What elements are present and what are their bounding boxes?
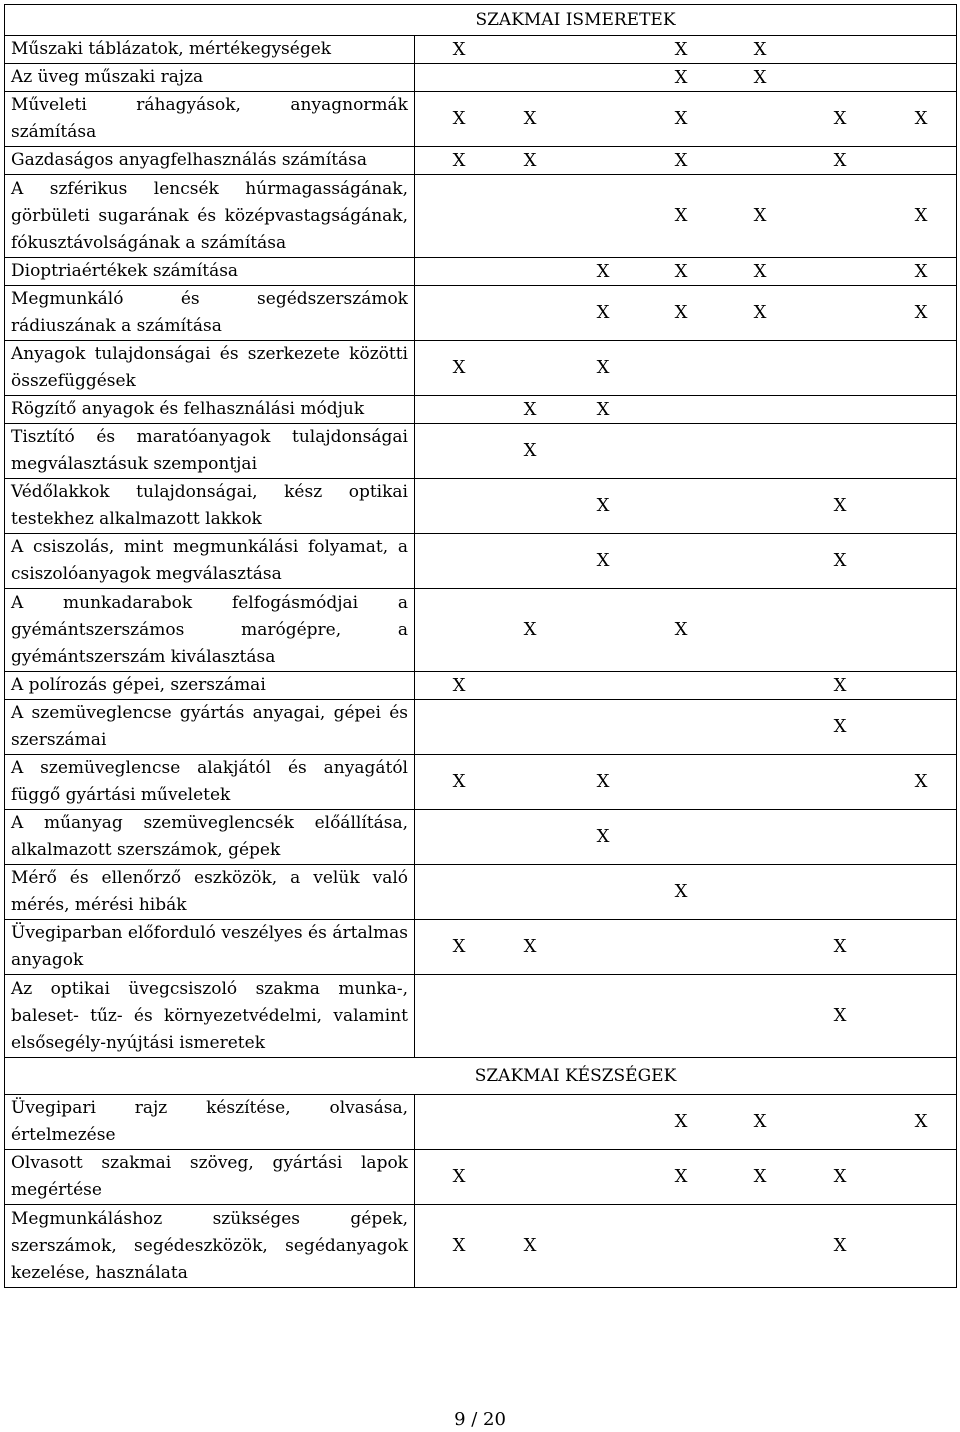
row-label: A szemüveglencse gyártás anyagai, gépei és szerszámai	[5, 700, 415, 755]
section-title: SZAKMAI ISMERETEK	[5, 5, 957, 36]
x-mark: X	[674, 66, 688, 88]
x-mark: X	[452, 108, 466, 129]
row-label: A műanyag szemüveglencsék előállítása, alkalmazott szerszámok, gépek	[5, 810, 415, 865]
table-row	[5, 589, 957, 672]
x-mark: X	[596, 357, 610, 378]
table-row	[5, 975, 957, 1058]
x-mark: X	[833, 1235, 847, 1256]
row-marks	[415, 341, 957, 396]
table-row	[5, 672, 957, 700]
x-mark: X	[452, 1235, 466, 1256]
row-marks	[415, 589, 957, 672]
table-row	[5, 700, 957, 755]
row-marks	[415, 755, 957, 810]
row-label: Megmunkáláshoz szükséges gépek, szerszámok, segédeszközök, segédanyagok kezelése, használata	[5, 1205, 415, 1288]
row-label: Az üveg műszaki rajza	[5, 64, 415, 92]
table-row	[5, 479, 957, 534]
x-mark: X	[753, 1166, 767, 1187]
x-mark: X	[753, 1111, 767, 1132]
row-label: Mérő és ellenőrző eszközök, a velük való mérés, mérési hibák	[5, 865, 415, 920]
x-mark: X	[833, 1166, 847, 1187]
x-mark: X	[674, 108, 688, 129]
x-mark: X	[523, 440, 537, 461]
row-label: Üvegipari rajz készítése, olvasása, értelmezése	[5, 1095, 415, 1150]
x-mark: X	[914, 108, 928, 129]
row-label: A polírozás gépei, szerszámai	[5, 672, 415, 700]
table-row	[5, 755, 957, 810]
row-marks	[415, 1150, 957, 1205]
row-marks	[415, 286, 957, 341]
row-marks	[415, 479, 957, 534]
row-label: Dioptriaértékek számítása	[5, 258, 415, 286]
x-mark: X	[596, 398, 610, 420]
table-row	[5, 810, 957, 865]
row-marks	[415, 534, 957, 589]
x-mark: X	[452, 674, 466, 696]
x-mark: X	[523, 398, 537, 420]
x-mark: X	[674, 1166, 688, 1187]
row-marks	[415, 258, 957, 286]
table-row	[5, 920, 957, 975]
row-marks	[415, 975, 957, 1058]
x-mark: X	[914, 302, 928, 323]
x-mark: X	[596, 495, 610, 516]
x-mark: X	[833, 149, 847, 171]
page-number: 9 / 20	[454, 1409, 506, 1430]
table-row	[5, 341, 957, 396]
row-label: Megmunkáló és segédszerszámok rádiuszának a számítása	[5, 286, 415, 341]
x-mark: X	[674, 149, 688, 171]
x-mark: X	[596, 550, 610, 571]
section-title: SZAKMAI KÉSZSÉGEK	[5, 1058, 957, 1095]
x-mark: X	[753, 205, 767, 226]
x-mark: X	[914, 260, 928, 282]
x-mark: X	[753, 302, 767, 323]
table-row	[5, 1095, 957, 1150]
x-mark: X	[596, 260, 610, 282]
table-row	[5, 258, 957, 286]
x-mark: X	[674, 881, 688, 902]
x-mark: X	[833, 1005, 847, 1026]
row-label: Az optikai üvegcsiszoló szakma munka-, baleset- tűz- és környezetvédelmi, valamint elsősegély-nyújtási ismeretek	[5, 975, 415, 1058]
row-marks	[415, 175, 957, 258]
row-label: A szférikus lencsék húrmagasságának, görbületi sugarának és középvastagságának, fókusztávolságának a számítása	[5, 175, 415, 258]
table-row	[5, 1150, 957, 1205]
x-mark: X	[452, 357, 466, 378]
row-label: Olvasott szakmai szöveg, gyártási lapok megértése	[5, 1150, 415, 1205]
x-mark: X	[753, 38, 767, 60]
table-row	[5, 396, 957, 424]
x-mark: X	[674, 302, 688, 323]
row-label: Műveleti ráhagyások, anyagnormák számítása	[5, 92, 415, 147]
x-mark: X	[674, 619, 688, 640]
table-row	[5, 1205, 957, 1288]
x-mark: X	[833, 108, 847, 129]
row-marks	[415, 920, 957, 975]
x-mark: X	[452, 38, 466, 60]
x-mark: X	[452, 1166, 466, 1187]
row-marks	[415, 865, 957, 920]
row-marks	[415, 424, 957, 479]
row-label: Védőlakkok tulajdonságai, kész optikai testekhez alkalmazott lakkok	[5, 479, 415, 534]
x-mark: X	[523, 149, 537, 171]
row-marks	[415, 672, 957, 700]
x-mark: X	[833, 495, 847, 516]
x-mark: X	[596, 771, 610, 792]
x-mark: X	[452, 771, 466, 792]
row-label: Üvegiparban előforduló veszélyes és ártalmas anyagok	[5, 920, 415, 975]
x-mark: X	[833, 550, 847, 571]
row-label: Gazdaságos anyagfelhasználás számítása	[5, 147, 415, 175]
table-row	[5, 175, 957, 258]
x-mark: X	[674, 205, 688, 226]
row-label: A munkadarabok felfogásmódjai a gyémántszerszámos marógépre, a gyémántszerszám kiválasztása	[5, 589, 415, 672]
x-mark: X	[833, 936, 847, 957]
x-mark: X	[914, 771, 928, 792]
row-label: Anyagok tulajdonságai és szerkezete közötti összefüggések	[5, 341, 415, 396]
row-label: A szemüveglencse alakjától és anyagától függő gyártási műveletek	[5, 755, 415, 810]
x-mark: X	[914, 1111, 928, 1132]
x-mark: X	[674, 38, 688, 60]
row-marks	[415, 92, 957, 147]
section-header-row	[5, 5, 957, 36]
row-marks	[415, 1095, 957, 1150]
row-marks	[415, 147, 957, 175]
competency-table-body	[5, 5, 957, 1288]
x-mark: X	[452, 936, 466, 957]
table-row	[5, 147, 957, 175]
x-mark: X	[596, 826, 610, 847]
row-marks	[415, 64, 957, 92]
competency-table	[4, 4, 957, 1288]
table-row	[5, 92, 957, 147]
table-row	[5, 424, 957, 479]
table-row	[5, 64, 957, 92]
x-mark: X	[833, 716, 847, 737]
row-marks	[415, 36, 957, 64]
x-mark: X	[753, 66, 767, 88]
x-mark: X	[452, 149, 466, 171]
x-mark: X	[523, 619, 537, 640]
x-mark: X	[523, 108, 537, 129]
table-row	[5, 534, 957, 589]
x-mark: X	[914, 205, 928, 226]
row-label: Műszaki táblázatok, mértékegységek	[5, 36, 415, 64]
table-row	[5, 286, 957, 341]
x-mark: X	[753, 260, 767, 282]
row-marks	[415, 810, 957, 865]
x-mark: X	[523, 936, 537, 957]
x-mark: X	[674, 1111, 688, 1132]
x-mark: X	[523, 1235, 537, 1256]
x-mark: X	[674, 260, 688, 282]
table-row	[5, 865, 957, 920]
row-label: Tisztító és maratóanyagok tulajdonságai megválasztásuk szempontjai	[5, 424, 415, 479]
row-marks	[415, 700, 957, 755]
row-label: Rögzítő anyagok és felhasználási módjuk	[5, 396, 415, 424]
x-mark: X	[596, 302, 610, 323]
section-header-row	[5, 1058, 957, 1095]
x-mark: X	[833, 674, 847, 696]
table-row	[5, 36, 957, 64]
row-marks	[415, 1205, 957, 1288]
row-label: A csiszolás, mint megmunkálási folyamat, a csiszolóanyagok megválasztása	[5, 534, 415, 589]
row-marks	[415, 396, 957, 424]
